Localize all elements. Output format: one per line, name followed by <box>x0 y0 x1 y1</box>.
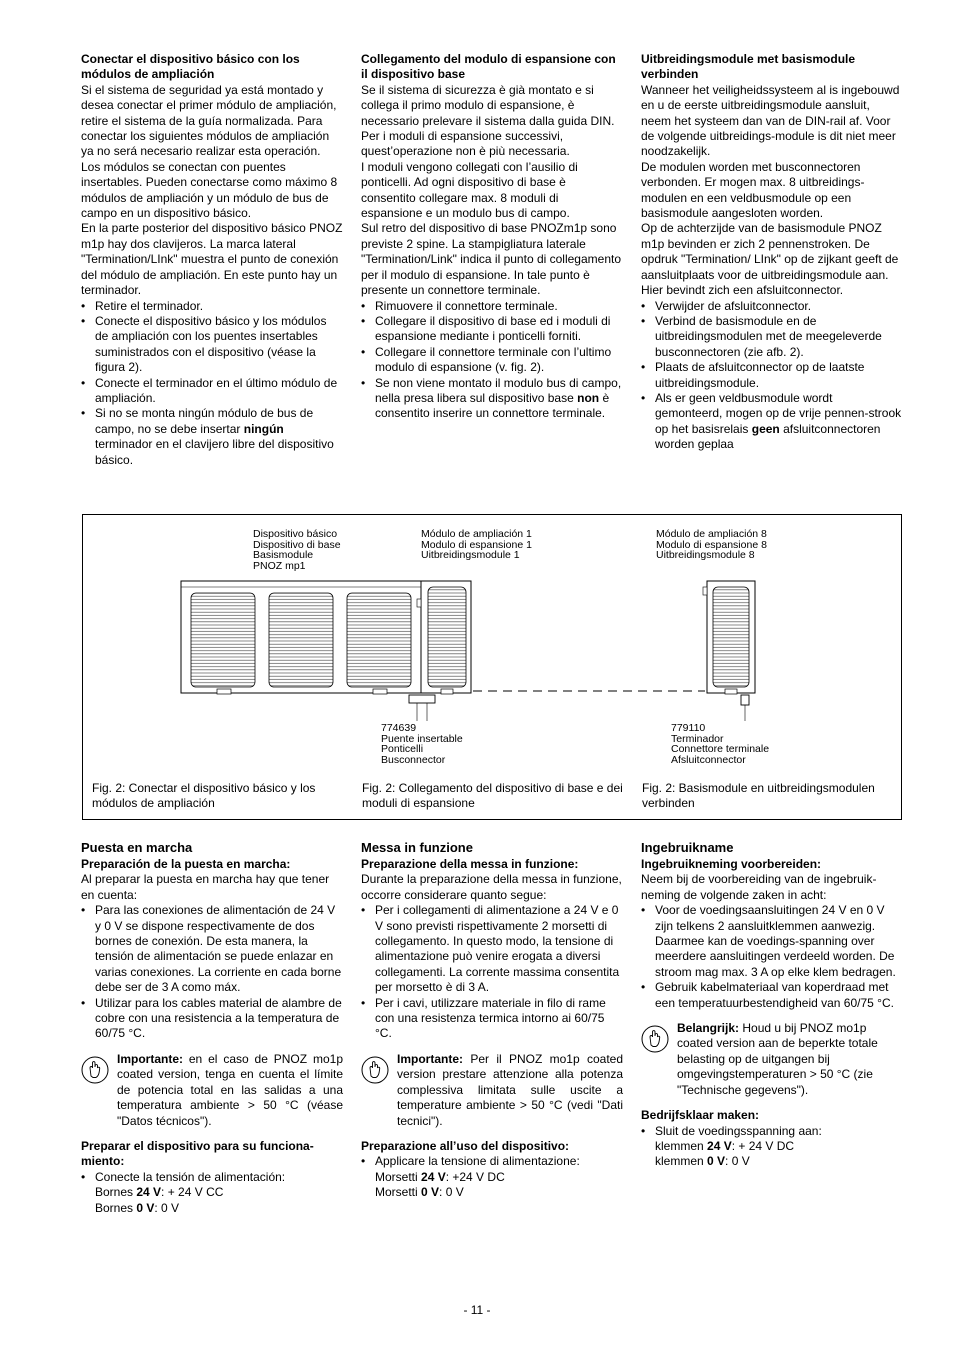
intro-it: Durante la preparazione della messa in funzione, occorre considerare quanto segue: <box>361 872 622 902</box>
column-dutch <box>641 52 903 453</box>
list-item: • Als er geen veldbusmodule wordt gemonteerd, mogen op de vrije pennen-strook op het basisrelais geen afsluitconnectoren worden geplaa <box>641 391 903 453</box>
intro-es: Al preparar la puesta en marcha hay que tener en cuenta: <box>81 872 330 902</box>
section-title-it: Messa in funzione <box>361 840 473 855</box>
bullet-list-it <box>361 299 623 422</box>
subheading-es-2: Preparar el dispositivo para su funciona-miento: <box>81 1138 314 1169</box>
list-item: • Voor de voedingsaansluitingen 24 V en 0 V zijn telkens 2 aansluitklemmen aanwezig. Daarmee kan de voedings-spanning over meerdere aansluitingen verdeeld worden. De stroom mag max. 3 A op elke klem bedragen. <box>641 903 903 980</box>
list-item: • Applicare la tensione di alimentazione: Morsetti 24 V: +24 V DC Morsetti 0 V: 0 V <box>361 1154 623 1200</box>
heading-nl: Uitbreidingsmodule met basismodule verbinden <box>641 52 856 82</box>
terminator-drawing <box>741 695 749 721</box>
important-note-es: Importante: en el caso de PNOZ mo1p coated version, tenga en cuenta el límite de potencia total en las salidas a una temperatura ambiente > 50 °C (véase "Datos técnicos"). <box>81 1052 343 1129</box>
subheading-nl-2: Bedrijfsklaar maken: <box>641 1108 760 1123</box>
para-nl-1: Wanneer het veiligheidssysteem al is ingebouwd en u de eerste uitbreidingsmodule aansluit, neem het systeem dan van de DIN-rail af. Voor de volgende uitbreidings-module is dit niet meer noodzakelijk. <box>641 82 900 159</box>
list-item: • Para las conexiones de alimentación de 24 V y 0 V se dispone respectivamente de dos bornes de conexión. De esta manera, la tensión de alimentación se puede enlazar en varias conexiones. La corriente en cada borne debe ser de 3 A como máx. <box>81 903 343 995</box>
figure-2 <box>82 514 902 820</box>
hand-warning-icon <box>81 1056 109 1084</box>
bullet-list-nl <box>641 299 903 453</box>
list-item: • Gebruik kabelmateriaal van koperdraad met een temperatuurbestendigheid van 60/75 °C. <box>641 980 903 1011</box>
list-item: • Plaats de afsluitconnector op de laatste uitbreidingsmodule. <box>641 360 903 391</box>
section-puesta-en-marcha <box>81 840 343 1216</box>
list-item: • Sluit de voedingsspanning aan: klemmen 24 V: + 24 V DC klemmen 0 V: 0 V <box>641 1124 903 1170</box>
page-number: - 11 - <box>463 1303 491 1317</box>
list-item: • Collegare il connettore terminale con l’ultimo modulo di espansione (v. fig. 2). <box>361 345 623 376</box>
label-bus-connector: 774639 Puente insertable Ponticelli Busconnector <box>381 722 463 766</box>
list-item: • Conecte el dispositivo básico y los módulos de ampliación con los puentes insertables suministrados con el dispositivo (véase la figura 2). <box>81 314 343 376</box>
label-terminator: 779110 Terminador Connettore terminale Afsluitconnector <box>671 722 770 766</box>
important-note-nl: Belangrijk: Houd u bij PNOZ mo1p coated version aan de beperkte totale belasting op de uitgangen bij omgevingstemperaturen > 50 °C (zie "Technische gegevens"). <box>641 1021 903 1098</box>
para-es-1: Si el sistema de seguridad ya está montado y desea conectar el primer módulo de ampliación, retire el sistema de la guía normalizada. Para conectar los siguientes módulos de ampliación ya no será necesario realizar esta operación. <box>81 82 337 159</box>
bullet-list-es-3 <box>81 1170 343 1216</box>
hand-warning-icon <box>641 1025 669 1053</box>
figure-caption-nl: Fig. 2: Basismodule en uitbreidingsmodulen verbinden <box>642 781 875 811</box>
base-module-drawing <box>181 581 426 694</box>
bullet-list-nl-3 <box>641 1124 903 1170</box>
list-item: • Verbind de basismodule en de uitbreidingsmodulen met de meegeleverde busconnectoren (zie afb. 2). <box>641 314 903 360</box>
list-item: • Conecte el terminador en el último módulo de ampliación. <box>81 376 343 407</box>
list-item: • Rimuovere il connettore terminale. <box>361 299 623 314</box>
bus-connector-drawing <box>409 695 435 721</box>
para-nl-3: Op de achterzijde van de basismodule PNOZ m1p bevinden er zich 2 pennenstroken. De opdruk "Termination/ LInk" op de zijkant geeft de aansluitplaats voor de uitbreidingsmodule aan. Hier bevindt zich een afsluitconnector. <box>641 221 899 298</box>
para-es-2: Los módulos se conectan con puentes insertables. Pueden conectarse como máximo 8 módulos de ampliación y un módulo de bus de campo en un dispositivo básico. <box>81 159 338 221</box>
list-item: • Si no se monta ningún módulo de bus de campo, no se debe insertar ningún terminador en el clavijero libre del dispositivo básico. <box>81 406 343 468</box>
para-es-3: En la parte posterior del dispositivo básico PNOZ m1p hay dos clavijeros. La marca lateral "Termination/LInk" muestra el punto de conexión del módulo de ampliación. En este punto hay un terminador. <box>81 221 343 298</box>
heading-es: Conectar el dispositivo básico con los módulos de ampliación <box>81 52 300 82</box>
list-item: • Conecte la tensión de alimentación: Bornes 24 V: + 24 V CC Bornes 0 V: 0 V <box>81 1170 343 1216</box>
para-it-1: Se il sistema di sicurezza è già montato e si collega il primo modulo di espansione, è necessario prelevare il sistema dalla guida DIN. Per i moduli di espansione successivi, quest’operazione non è più necessaria. <box>361 82 615 159</box>
bullet-list-it-3 <box>361 1154 623 1200</box>
column-spanish <box>81 52 343 468</box>
bullet-list-nl-2 <box>641 903 903 1011</box>
para-nl-2: De modulen worden met busconnectoren verbonden. Er mogen max. 8 uitbreidings-modulen en een veldbusmodule op een basismodule aangesloten worden. <box>641 159 865 221</box>
hand-warning-icon <box>361 1056 389 1084</box>
list-item: • Verwijder de afsluitconnector. <box>641 299 903 314</box>
label-base-module: Dispositivo básico Dispositivo di base Basismodule PNOZ mp1 <box>253 528 341 572</box>
figure-caption-it: Fig. 2: Collegamento del dispositivo di base e dei moduli di espansione <box>362 781 623 811</box>
list-item: • Se non viene montato il modulo bus di campo, nella presa libera sul dispositivo base non è consentito inserire un connettore terminale. <box>361 376 623 422</box>
para-it-3: Sul retro del dispositivo di base PNOZm1p sono previste 2 spine. La stampigliatura laterale "Termination/Link" indica il punto di collegamento per il modulo di espansione. In tale punto è presente un connettore terminale. <box>361 221 621 298</box>
list-item: • Per i cavi, utilizzare materiale in filo di rame con una resistenza termica intorno ai 60/75 °C. <box>361 996 623 1042</box>
bullet-list-es <box>81 299 343 468</box>
intro-nl: Neem bij de voorbereiding van de ingebruik-neming de volgende zaken in acht: <box>641 872 877 902</box>
heading-it: Collegamento del modulo di espansione con il dispositivo base <box>361 52 616 82</box>
figure-caption-es: Fig. 2: Conectar el dispositivo básico y los módulos de ampliación <box>92 781 316 811</box>
list-item: • Collegare il dispositivo di base ed i moduli di espansione mediante i ponticelli forniti. <box>361 314 623 345</box>
subheading-es-1: Preparación de la puesta en marcha: <box>81 857 291 871</box>
list-item: • Retire el terminador. <box>81 299 343 314</box>
important-note-it: Importante: Per il PNOZ mo1p coated version prestare attenzione alla potenza complessiva limitata sulle uscite a temperature ambiente > 50 °C (vedi "Dati tecnici"). <box>361 1052 623 1129</box>
label-expansion-module-8: Módulo de ampliación 8 Modulo di espansione 8 Uitbreidingsmodule 8 <box>656 528 767 561</box>
section-messa-in-funzione <box>361 840 623 1201</box>
column-italian <box>361 52 623 422</box>
subheading-it-1: Preparazione della messa in funzione: <box>361 857 579 871</box>
subheading-nl-1: Ingebruikneming voorbereiden: <box>641 857 822 871</box>
expansion-module-8-drawing <box>703 581 755 694</box>
section-title-nl: Ingebruikname <box>641 840 734 855</box>
label-expansion-module-1: Módulo de ampliación 1 Modulo di espansione 1 Uitbreidingsmodule 1 <box>421 528 532 561</box>
list-item: • Utilizar para los cables material de alambre de cobre con una resistencia a la temperatura de 60/75 °C. <box>81 996 343 1042</box>
expansion-module-1-drawing <box>417 581 471 694</box>
para-it-2: I moduli vengono collegati con l’ausilio di ponticelli. Ad ogni dispositivo di base è consentito collegare max. 8 moduli di espansione e un modulo bus di campo. <box>361 159 578 221</box>
bullet-list-it-2 <box>361 903 623 1042</box>
subheading-it-2: Preparazione all’uso del dispositivo: <box>361 1138 570 1153</box>
section-title-es: Puesta en marcha <box>81 840 193 855</box>
bullet-list-es-2 <box>81 903 343 1042</box>
section-ingebruikname <box>641 840 903 1170</box>
list-item: • Per i collegamenti di alimentazione a 24 V e 0 V sono previsti rispettivamente 2 morsetti di collegamento. In questo modo, la tensione di alimentazione può venire erogata a diversi collegamenti. La corrente massima consentita per morsetto è di 3 A. <box>361 903 623 995</box>
